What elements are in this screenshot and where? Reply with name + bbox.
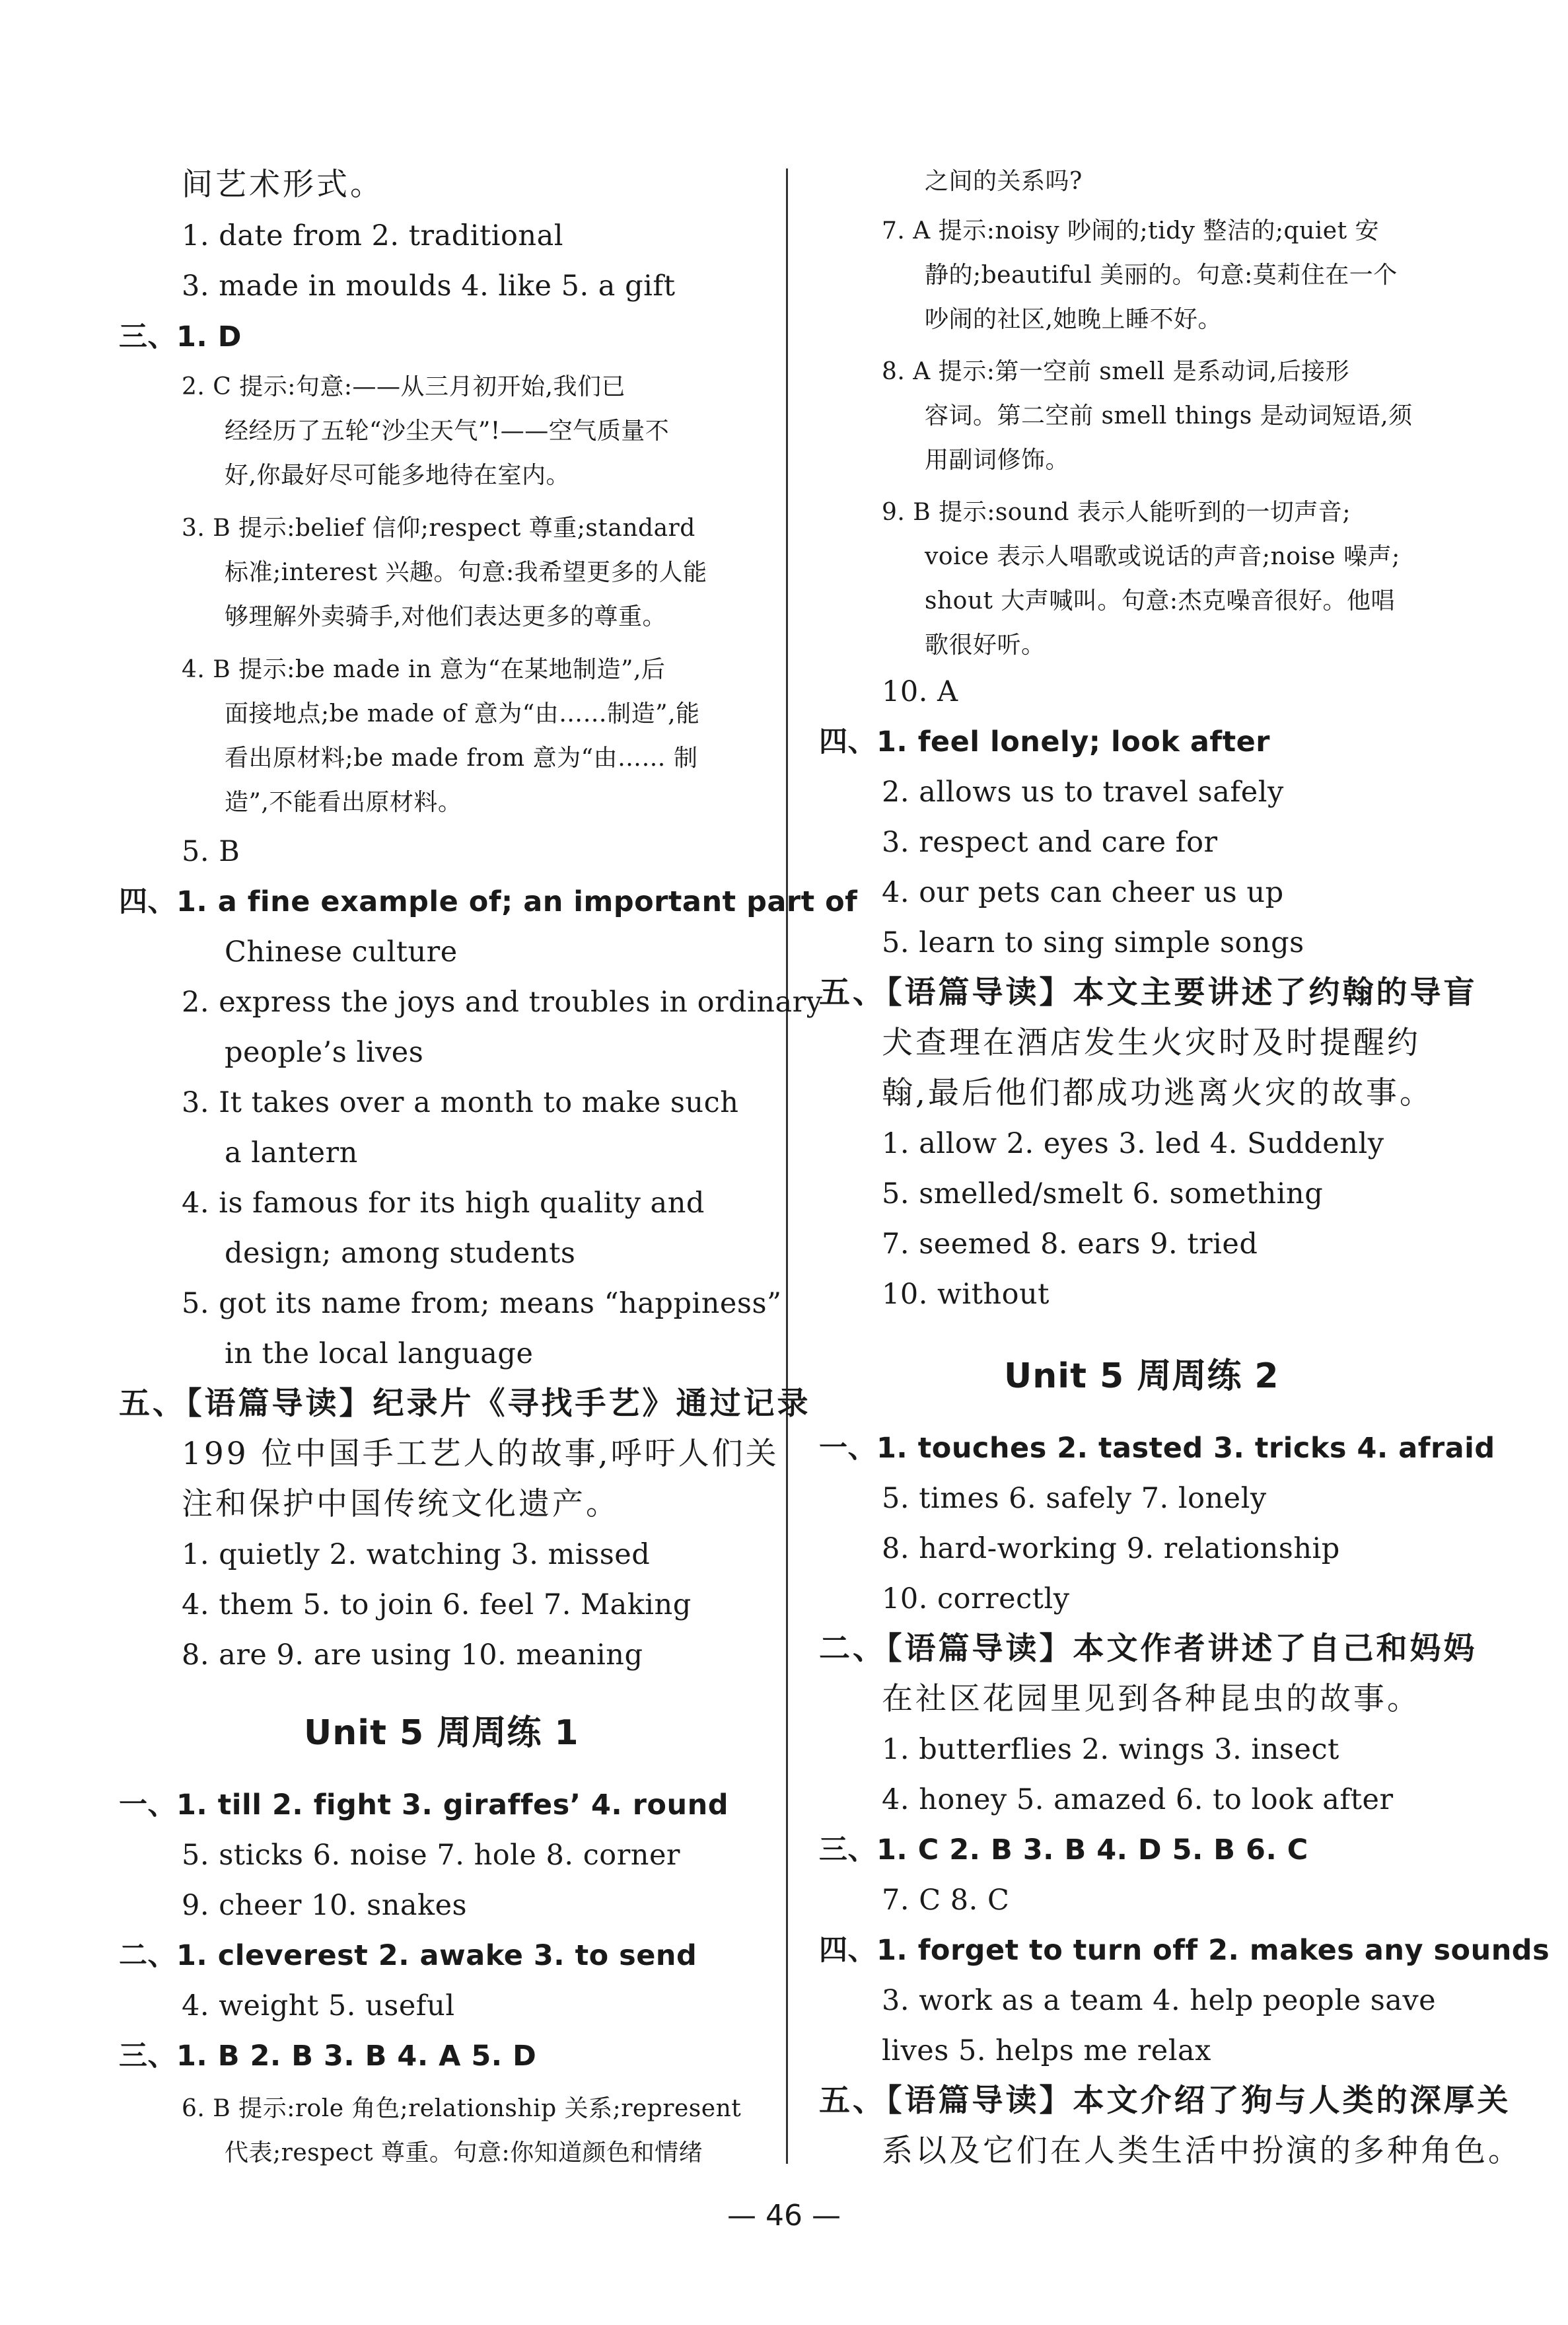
section-line: 一、1. touches 2. tasted 3. tricks 4. afraid <box>819 1432 1495 1465</box>
answer-line: in the local language <box>225 1337 534 1370</box>
hint-line: shout 大声喊叫。句意:杰克噪音很好。他唱 <box>925 587 1396 614</box>
answer-line: 5. got its name from; means “happiness” <box>182 1287 782 1320</box>
text-line: 犬查理在酒店发生火灾时及时提醒约 <box>882 1025 1421 1061</box>
section-line: 五、【语篇导读】本文主要讲述了约翰的导盲 <box>819 975 1478 1011</box>
answer-line: design; among students <box>225 1237 576 1270</box>
answer-line: 1. allow 2. eyes 3. led 4. Suddenly <box>882 1127 1384 1160</box>
column-divider <box>786 168 788 2164</box>
hint-line: 好,你最好尽可能多地待在室内。 <box>225 462 570 489</box>
hint-line: 7. A 提示:noisy 吵闹的;tidy 整洁的;quiet 安 <box>882 217 1380 244</box>
answer-line: 5. times 6. safely 7. lonely <box>882 1482 1267 1515</box>
answer-line: 5. learn to sing simple songs <box>882 926 1304 959</box>
hint-line: 6. B 提示:role 角色;relationship 关系;represent <box>182 2095 742 2122</box>
answer-line: 10. A <box>882 675 958 708</box>
answer-line: 3. work as a team 4. help people save <box>882 1984 1437 2017</box>
section-line: 四、1. a fine example of; an important part of <box>119 885 858 918</box>
section-line: 二、1. cleverest 2. awake 3. to send <box>119 1939 697 1972</box>
hint-line: 3. B 提示:belief 信仰;respect 尊重;standard <box>182 515 695 542</box>
answer-line: 5. sticks 6. noise 7. hole 8. corner <box>182 1839 680 1872</box>
answer-line: 3. respect and care for <box>882 826 1218 859</box>
answer-line: 1. date from 2. traditional <box>182 219 564 252</box>
section-line: 三、1. D <box>119 320 242 353</box>
hint-line: 用副词修饰。 <box>925 447 1070 474</box>
answer-line: a lantern <box>225 1136 358 1169</box>
text-line: 199 位中国手工艺人的故事,呼吁人们关 <box>182 1436 779 1472</box>
text-line: 系以及它们在人类生活中扮演的多种角色。 <box>882 2133 1522 2169</box>
answer-line: 1. butterflies 2. wings 3. insect <box>882 1733 1339 1766</box>
answer-line: lives 5. helps me relax <box>882 2034 1211 2067</box>
answer-line: 4. honey 5. amazed 6. to look after <box>882 1783 1394 1816</box>
answer-line: 7. C 8. C <box>882 1884 1010 1917</box>
hint-line: 9. B 提示:sound 表示人能听到的一切声音; <box>882 499 1351 526</box>
hint-line: 标准;interest 兴趣。句意:我希望更多的人能 <box>225 559 707 586</box>
hint-line: 面接地点;be made of 意为“由……制造”,能 <box>225 700 700 727</box>
hint-line: 2. C 提示:句意:——从三月初开始,我们已 <box>182 373 625 400</box>
text-line: 翰,最后他们都成功逃离火灾的故事。 <box>882 1075 1433 1111</box>
section-line: 一、1. till 2. fight 3. giraffes’ 4. round <box>119 1789 729 1822</box>
answer-line: 4. them 5. to join 6. feel 7. Making <box>182 1588 692 1621</box>
answer-line: 10. correctly <box>882 1582 1070 1615</box>
hint-line: 经经历了五轮“沙尘天气”!——空气质量不 <box>225 418 670 445</box>
answer-line: 5. B <box>182 835 240 868</box>
hint-line: 静的;beautiful 美丽的。句意:莫莉住在一个 <box>925 262 1398 289</box>
section-line: 二、【语篇导读】本文作者讲述了自己和妈妈 <box>819 1631 1478 1667</box>
answer-line: 3. made in moulds 4. like 5. a gift <box>182 270 676 303</box>
answer-line: 5. smelled/smelt 6. something <box>882 1177 1324 1210</box>
answer-line: 10. without <box>882 1278 1050 1311</box>
unit-title: Unit 5 周周练 2 <box>1004 1356 1279 1396</box>
section-line: 四、1. feel lonely; look after <box>819 725 1270 758</box>
answer-line: 7. seemed 8. ears 9. tried <box>882 1228 1258 1261</box>
page-number: — 46 — <box>727 2199 841 2233</box>
unit-title: Unit 5 周周练 1 <box>304 1713 579 1753</box>
section-line: 五、【语篇导读】本文介绍了狗与人类的深厚关 <box>819 2083 1511 2119</box>
answer-line: 9. cheer 10. snakes <box>182 1889 468 1922</box>
text-line: 在社区花园里见到各种昆虫的故事。 <box>882 1681 1421 1717</box>
hint-line: 造”,不能看出原材料。 <box>225 789 462 816</box>
answer-line: Chinese culture <box>225 936 458 969</box>
hint-line: 4. B 提示:be made in 意为“在某地制造”,后 <box>182 656 666 683</box>
hint-line: 代表;respect 尊重。句意:你知道颜色和情绪 <box>225 2139 703 2166</box>
text-line: 注和保护中国传统文化遗产。 <box>182 1486 620 1522</box>
answer-line: 4. our pets can cheer us up <box>882 876 1284 909</box>
hint-line: 够理解外卖骑手,对他们表达更多的尊重。 <box>225 603 666 630</box>
answer-line: 4. is famous for its high quality and <box>182 1187 705 1220</box>
section-line: 三、1. C 2. B 3. B 4. D 5. B 6. C <box>819 1833 1308 1866</box>
answer-line: people’s lives <box>225 1036 424 1069</box>
hint-line: 歌很好听。 <box>925 632 1046 659</box>
section-line: 四、1. forget to turn off 2. makes any sounds <box>819 1934 1550 1967</box>
hint-line: voice 表示人唱歌或说话的声音;noise 噪声; <box>925 543 1400 570</box>
answer-line: 3. It takes over a month to make such <box>182 1086 739 1119</box>
answer-line: 2. express the joys and troubles in ordinary <box>182 986 823 1019</box>
hint-line: 8. A 提示:第一空前 smell 是系动词,后接形 <box>882 358 1350 385</box>
hint-line: 容词。第二空前 smell things 是动词短语,须 <box>925 402 1413 429</box>
text-line: 间艺术形式。 <box>182 166 384 203</box>
section-line: 五、【语篇导读】纪录片《寻找手艺》通过记录 <box>119 1385 811 1422</box>
hint-line: 吵闹的社区,她晚上睡不好。 <box>925 306 1222 333</box>
answer-line: 8. hard-working 9. relationship <box>882 1532 1340 1565</box>
answer-line: 4. weight 5. useful <box>182 1989 455 2022</box>
answer-line: 2. allows us to travel safely <box>882 776 1284 809</box>
hint-line: 之间的关系吗? <box>925 168 1083 195</box>
answer-line: 8. are 9. are using 10. meaning <box>182 1639 643 1672</box>
section-line: 三、1. B 2. B 3. B 4. A 5. D <box>119 2040 537 2073</box>
answer-line: 1. quietly 2. watching 3. missed <box>182 1538 651 1571</box>
hint-line: 看出原材料;be made from 意为“由…… 制 <box>225 745 698 772</box>
